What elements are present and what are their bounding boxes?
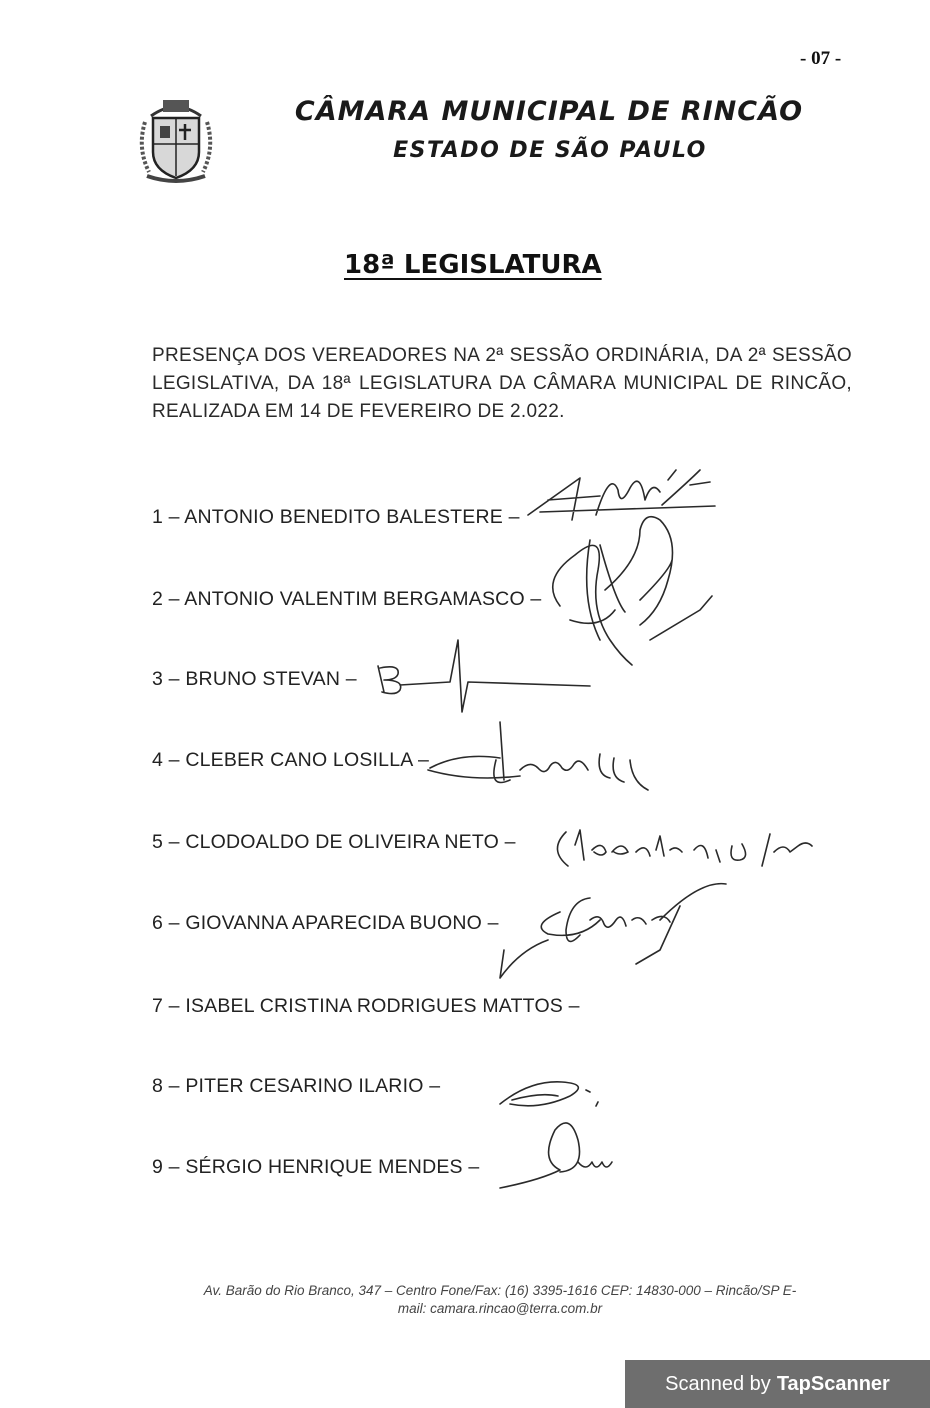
attendee-entry: 6 – GIOVANNA APARECIDA BUONO – bbox=[152, 912, 499, 934]
legislature-heading: 18ª LEGISLATURA bbox=[344, 250, 602, 280]
scanner-brand: TapScanner bbox=[776, 1372, 890, 1395]
attendee-entry: 4 – CLEBER CANO LOSILLA – bbox=[152, 749, 430, 771]
attendee-entry: 1 – ANTONIO BENEDITO BALESTERE – bbox=[152, 506, 520, 528]
attendee-entry: 5 – CLODOALDO DE OLIVEIRA NETO – bbox=[152, 831, 516, 853]
attendee-entry: 2 – ANTONIO VALENTIM BERGAMASCO – bbox=[152, 588, 542, 610]
attendee-entry: 8 – PITER CESARINO ILARIO – bbox=[152, 1075, 441, 1097]
council-title: CÂMARA MUNICIPAL DE RINCÃO bbox=[294, 96, 804, 127]
signature-losilla bbox=[428, 722, 648, 790]
state-subtitle: ESTADO DE SÃO PAULO bbox=[393, 138, 707, 163]
signature-mendes bbox=[500, 1123, 612, 1188]
attendee-entry: 9 – SÉRGIO HENRIQUE MENDES – bbox=[152, 1156, 480, 1178]
signature-buono bbox=[500, 884, 726, 978]
scanner-watermark bbox=[625, 1360, 930, 1408]
session-intro: PRESENÇA DOS VEREADORES NA 2ª SESSÃO ORDINÁRIA, DA 2ª SESSÃO LEGISLATIVA, DA 18ª LEGISLATURA DA CÂMARA MUNICIPAL DE RINCÃO, REALIZADA EM 14 DE FEVEREIRO DE 2.022. bbox=[152, 345, 852, 422]
address-footer bbox=[150, 1282, 850, 1318]
scanner-prefix: Scanned by bbox=[665, 1372, 771, 1395]
page-number: - 07 - bbox=[800, 48, 842, 69]
attendee-entry: 7 – ISABEL CRISTINA RODRIGUES MATTOS – bbox=[152, 995, 580, 1017]
footer-address-line: Av. Barão do Rio Branco, 347 – Centro Fone/Fax: (16) 3395-1616 CEP: 14830-000 – Rincão/SP E- bbox=[203, 1283, 797, 1298]
footer-email-line: mail: camara.rincao@terra.com.br bbox=[397, 1301, 603, 1316]
signature-ilario bbox=[500, 1082, 598, 1106]
signature-bergamasco bbox=[553, 517, 712, 665]
signature-stevan bbox=[378, 640, 590, 712]
signature-balestere bbox=[528, 470, 715, 520]
signature-oliveira-neto bbox=[557, 830, 812, 866]
attendee-entry: 3 – BRUNO STEVAN – bbox=[152, 668, 357, 690]
